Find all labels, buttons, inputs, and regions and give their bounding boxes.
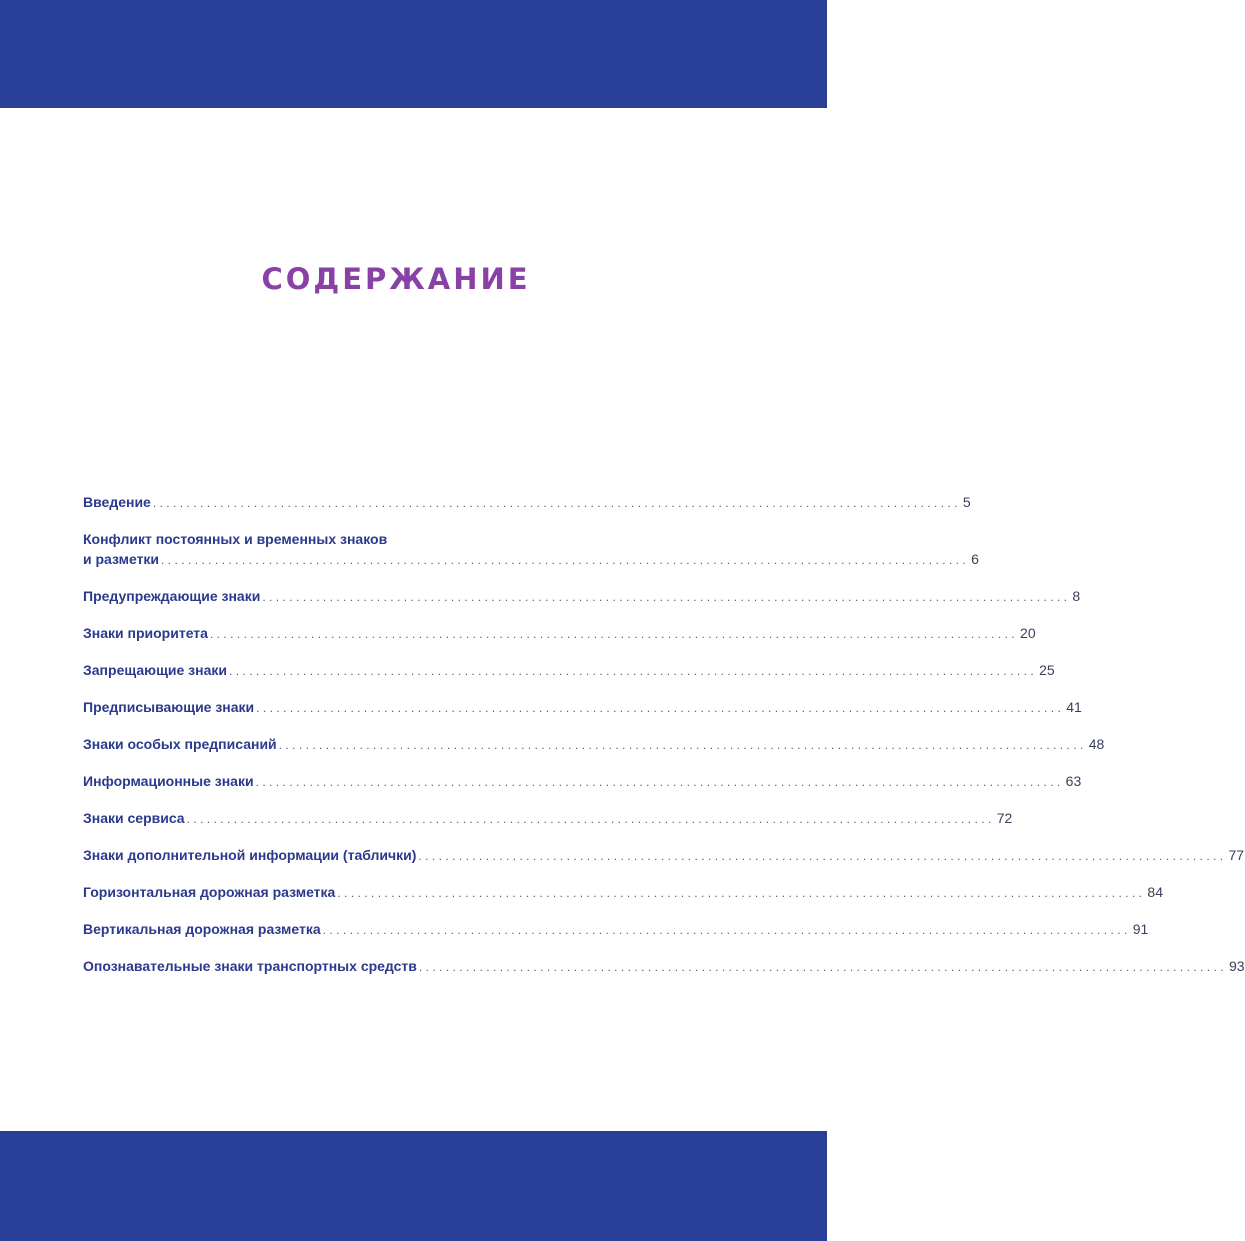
dot-leader: ........................................................................................................................: [255, 775, 1064, 789]
toc-entry-label: Предупреждающие знаки: [83, 588, 261, 604]
toc-entry-page: 91: [1132, 921, 1149, 937]
toc-entry[interactable]: [83, 697, 1082, 718]
toc-entry-label: Знаки особых предписаний: [83, 736, 277, 752]
toc-entry[interactable]: [83, 529, 979, 570]
toc-entry-page: 41: [1066, 699, 1082, 715]
toc-entry[interactable]: [83, 586, 1081, 607]
bottom-color-band: [0, 1131, 827, 1241]
dot-leader: ........................................................................................................................: [229, 664, 1038, 678]
dot-leader: ........................................................................................................................: [161, 553, 970, 567]
top-color-band: [0, 0, 827, 108]
toc-entry-label: Знаки сервиса: [83, 810, 185, 826]
toc-entry[interactable]: [83, 492, 971, 513]
toc-entry-page: 6: [971, 551, 979, 567]
toc-entry-page: 84: [1147, 884, 1163, 900]
toc-entry-page: 5: [962, 494, 971, 510]
toc-entry[interactable]: [83, 623, 1036, 644]
toc-entry[interactable]: [83, 660, 1055, 681]
toc-entry-label: Знаки дополнительной информации (таблички): [83, 847, 417, 863]
page-title: СОДЕРЖАНИЕ: [261, 262, 531, 296]
dot-leader: ........................................................................................................................: [256, 701, 1065, 715]
toc-entry-page: 8: [1072, 588, 1081, 604]
table-of-contents: [83, 492, 1245, 977]
toc-entry-label: Введение: [83, 494, 151, 510]
toc-entry[interactable]: [83, 919, 1149, 940]
toc-entry-page: 48: [1088, 736, 1105, 752]
toc-entry-page: 63: [1065, 773, 1082, 789]
toc-entry-page: 20: [1020, 625, 1036, 641]
dot-leader: ........................................................................................................................: [337, 886, 1146, 900]
toc-entry-label-line1: Конфликт постоянных и временных знаков: [83, 531, 388, 547]
toc-entry[interactable]: [83, 956, 1245, 977]
toc-entry-label: Запрещающие знаки: [83, 662, 227, 678]
dot-leader: ........................................................................................................................: [418, 849, 1227, 863]
toc-entry[interactable]: [83, 845, 1245, 866]
toc-entry-page: 93: [1228, 958, 1245, 974]
toc-entry-label: Предписывающие знаки: [83, 699, 255, 715]
dot-leader: ........................................................................................................................: [278, 738, 1087, 752]
toc-entry-page: 25: [1039, 662, 1055, 678]
dot-leader: ........................................................................................................................: [322, 923, 1131, 937]
dot-leader: ........................................................................................................................: [418, 960, 1227, 974]
toc-entry[interactable]: [83, 808, 1013, 829]
dot-leader: ........................................................................................................................: [186, 812, 995, 826]
toc-entry-label: Горизонтальная дорожная разметка: [83, 884, 336, 900]
dot-leader: ........................................................................................................................: [209, 627, 1019, 641]
toc-entry-page: 72: [996, 810, 1013, 826]
toc-entry-label: Опознавательные знаки транспортных средств: [83, 958, 417, 974]
toc-entry[interactable]: [83, 882, 1163, 903]
toc-entry-label: Знаки приоритета: [83, 625, 208, 641]
dot-leader: ........................................................................................................................: [262, 590, 1071, 604]
toc-entry-label: Вертикальная дорожная разметка: [83, 921, 321, 937]
toc-entry-page: 77: [1228, 847, 1245, 863]
toc-entry[interactable]: [83, 771, 1082, 792]
toc-entry-label: Информационные знаки: [83, 773, 254, 789]
toc-entry[interactable]: [83, 734, 1105, 755]
toc-entry-label: и разметки: [83, 551, 160, 567]
dot-leader: ........................................................................................................................: [152, 496, 961, 510]
